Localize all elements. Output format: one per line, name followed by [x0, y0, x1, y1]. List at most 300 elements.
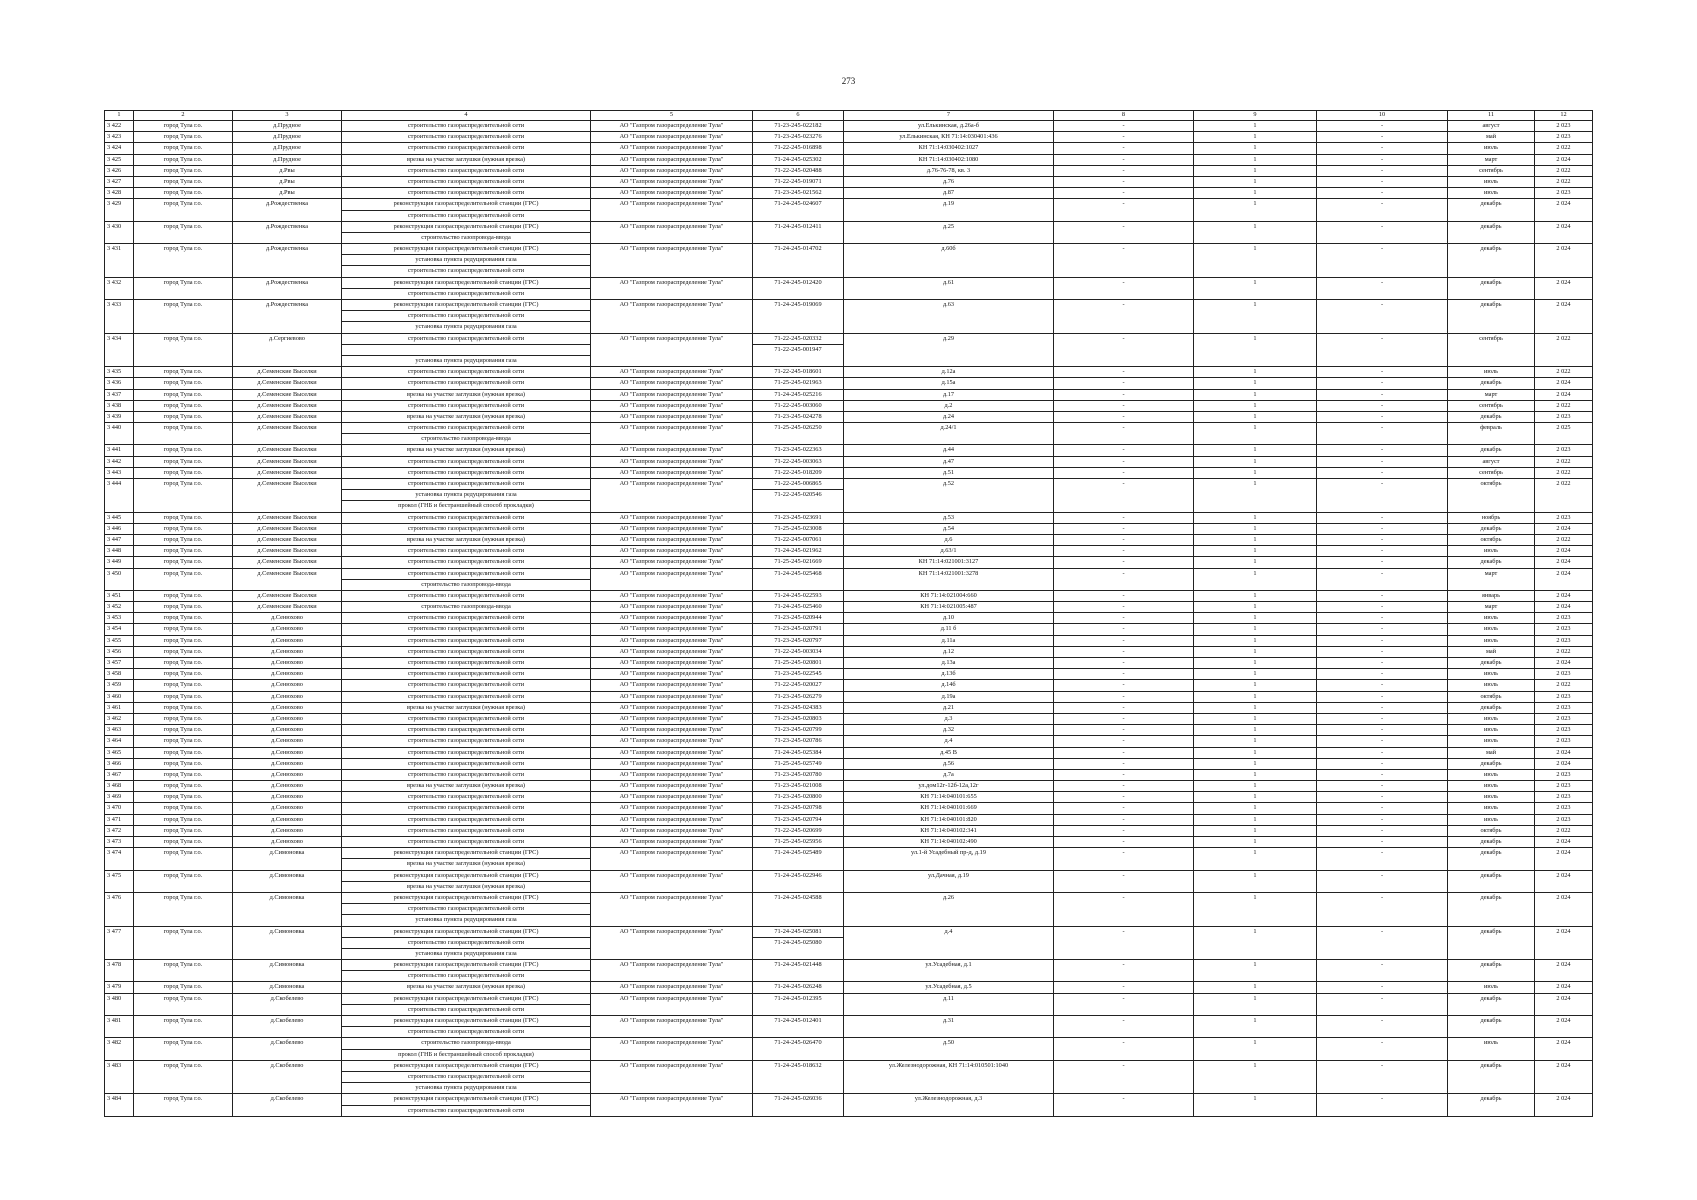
completion-year: [1535, 154, 1593, 165]
organization: [591, 132, 753, 143]
column-8-value-text: -: [1122, 782, 1125, 790]
table-row: [105, 132, 1593, 143]
object-address: [844, 512, 1054, 523]
completion-month-text: июль: [1484, 782, 1498, 790]
completion-month-text: сентябрь: [1479, 401, 1503, 409]
settlement: [233, 725, 342, 736]
organization-text: АО "Газпром газораспределение Тула": [619, 893, 724, 901]
record-number: [105, 467, 134, 478]
object-address: [844, 1094, 1054, 1116]
column-8-value-text: -: [1122, 737, 1125, 745]
settlement: [233, 244, 342, 278]
completion-month: [1448, 781, 1535, 792]
application-codes-line: 71-23-245-024383: [774, 703, 822, 711]
application-codes: [753, 411, 844, 422]
application-codes-line: 71-24-245-024588: [774, 893, 822, 901]
column-10-value: [1317, 132, 1448, 143]
completion-month-text: декабрь: [1480, 200, 1502, 208]
column-9-value-text: 1: [1253, 782, 1257, 790]
column-8-value: [1054, 154, 1194, 165]
column-8-value-text: -: [1122, 893, 1125, 901]
municipality-text: город Тула г.о.: [163, 815, 203, 823]
settlement: [233, 165, 342, 176]
municipality: [134, 646, 233, 657]
record-number-text: 3 447: [107, 535, 122, 543]
work-types: [342, 1038, 591, 1060]
application-codes: [753, 165, 844, 176]
application-codes-line: 71-23-245-020780: [774, 770, 822, 778]
work-types-line: реконструкция газораспределительной станции (ГРС): [342, 244, 590, 255]
table-row: [105, 333, 1593, 367]
completion-month: [1448, 121, 1535, 132]
completion-year-text: 2 023: [1556, 122, 1571, 129]
table-row: [105, 400, 1593, 411]
settlement-text: д.Семенские Выселки: [257, 379, 317, 387]
work-types-line: строительство газораспределительной сети: [342, 423, 590, 434]
organization-text: АО "Газпром газораспределение Тула": [619, 513, 724, 521]
completion-year: [1535, 188, 1593, 199]
completion-month-text: май: [1485, 748, 1497, 756]
column-number: 2: [134, 111, 233, 121]
settlement-text: д.Рождественка: [265, 200, 309, 208]
completion-month: [1448, 221, 1535, 243]
object-address-text: КН 71:14:040101:820: [920, 815, 977, 823]
table-row: [105, 479, 1593, 513]
column-9-value-text: 1: [1253, 815, 1257, 823]
application-codes-line: 71-24-245-012420: [774, 278, 822, 286]
application-codes: [753, 892, 844, 926]
application-codes: [753, 423, 844, 445]
column-number: 4: [342, 111, 591, 121]
organization-text: АО "Газпром газораспределение Тула": [619, 871, 724, 879]
completion-month: [1448, 456, 1535, 467]
completion-month-text: июль: [1484, 547, 1498, 555]
table-row: [105, 725, 1593, 736]
settlement-text: д.Семенские Выселки: [257, 547, 317, 555]
completion-year-text: 2 022: [1556, 826, 1571, 834]
settlement: [233, 803, 342, 814]
completion-month-text: декабрь: [1480, 558, 1502, 566]
record-number: [105, 165, 134, 176]
column-10-value-text: -: [1380, 770, 1384, 778]
column-8-value: [1054, 892, 1194, 926]
work-types-line: реконструкция газораспределительной станции (ГРС): [342, 994, 590, 1005]
column-8-value-text: -: [1122, 513, 1125, 521]
column-8-value-text: -: [1122, 390, 1125, 398]
work-types: [342, 669, 591, 680]
record-number-text: 3 441: [107, 446, 122, 454]
settlement: [233, 848, 342, 870]
column-8-value-text: -: [1122, 1017, 1125, 1024]
column-9-value: [1194, 1060, 1317, 1094]
column-9-value: [1194, 277, 1317, 299]
work-types: [342, 590, 591, 601]
column-number: 8: [1054, 111, 1194, 121]
work-types: [342, 333, 591, 367]
application-codes: [753, 300, 844, 334]
table-row: [105, 680, 1593, 691]
column-10-value-text: -: [1380, 782, 1384, 790]
object-address: [844, 680, 1054, 691]
completion-month-text: июль: [1484, 681, 1498, 689]
object-address-text: ул.Дачная, д.19: [928, 871, 969, 879]
settlement: [233, 982, 342, 993]
organization-text: АО "Газпром газораспределение Тула": [619, 994, 724, 1002]
object-address-text: КН 71:14:021001:3127: [918, 558, 979, 566]
object-address-text: д.14б: [941, 681, 956, 689]
municipality: [134, 445, 233, 456]
column-number: 7: [844, 111, 1054, 121]
completion-year: [1535, 848, 1593, 870]
work-types-line: строительство газораспределительной сети: [407, 368, 525, 376]
work-types-line: строительство газораспределительной сети: [407, 591, 525, 599]
completion-month: [1448, 635, 1535, 646]
column-9-value: [1194, 199, 1317, 221]
completion-month-text: июль: [1484, 726, 1498, 734]
column-10-value-text: -: [1380, 468, 1384, 476]
table-row: [105, 523, 1593, 534]
completion-month-text: октябрь: [1480, 826, 1502, 834]
column-10-value-text: -: [1380, 591, 1384, 599]
municipality: [134, 188, 233, 199]
work-types-line: реконструкция газораспределительной станции (ГРС): [342, 278, 590, 289]
record-number: [105, 781, 134, 792]
object-address-text: д.24/1: [940, 424, 957, 432]
column-8-value-text: -: [1122, 591, 1125, 599]
column-8-value: [1054, 960, 1194, 982]
completion-month: [1448, 702, 1535, 713]
settlement: [233, 221, 342, 243]
completion-year: [1535, 870, 1593, 892]
column-8-value-text: -: [1122, 166, 1125, 174]
record-number-text: 3 481: [107, 1017, 122, 1024]
application-codes-line: 71-23-245-023691: [774, 513, 822, 521]
completion-month-text: март: [1484, 603, 1498, 611]
municipality-text: город Тула г.о.: [163, 177, 203, 185]
object-address: [844, 523, 1054, 534]
column-10-value: [1317, 960, 1448, 982]
application-codes: [753, 691, 844, 702]
application-codes: [753, 467, 844, 478]
column-10-value-text: -: [1380, 177, 1384, 185]
organization: [591, 814, 753, 825]
organization-text: АО "Газпром газораспределение Тула": [619, 636, 724, 644]
work-types-line: строительство газораспределительной сети: [407, 211, 525, 219]
completion-year-text: 2 023: [1556, 804, 1571, 812]
application-codes: [753, 635, 844, 646]
organization: [591, 993, 753, 1015]
column-10-value: [1317, 378, 1448, 389]
settlement-text: д.Сергиевово: [269, 334, 305, 342]
organization: [591, 758, 753, 769]
application-codes: [753, 479, 844, 513]
work-types: [342, 624, 591, 635]
completion-year: [1535, 624, 1593, 635]
completion-month: [1448, 870, 1535, 892]
column-9-value: [1194, 803, 1317, 814]
record-number-text: 3 469: [107, 793, 122, 801]
organization-text: АО "Газпром газораспределение Тула": [619, 424, 724, 432]
column-9-value-text: 1: [1253, 334, 1257, 342]
table-row: [105, 165, 1593, 176]
work-types-line: строительство газораспределительной сети: [407, 636, 525, 644]
record-number: [105, 1094, 134, 1116]
municipality-text: город Тула г.о.: [163, 603, 203, 611]
settlement-text: д.Семенские Выселки: [257, 412, 317, 420]
column-9-value-text: 1: [1253, 927, 1257, 935]
column-10-value-text: -: [1380, 166, 1384, 174]
column-9-value: [1194, 635, 1317, 646]
column-10-value-text: -: [1380, 547, 1384, 555]
organization: [591, 736, 753, 747]
settlement-text: д.Семенские Выселки: [257, 591, 317, 599]
municipality: [134, 892, 233, 926]
record-number: [105, 367, 134, 378]
object-address-text: КН 71:14:021001:3278: [918, 569, 979, 577]
completion-month-text: июль: [1484, 670, 1498, 678]
completion-year-text: 2 024: [1556, 591, 1571, 599]
municipality-text: город Тула г.о.: [163, 804, 203, 812]
column-10-value-text: -: [1380, 200, 1384, 208]
column-8-value-text: -: [1122, 301, 1125, 308]
object-address: [844, 613, 1054, 624]
column-8-value-text: -: [1122, 457, 1125, 465]
completion-month-text: декабрь: [1480, 524, 1502, 532]
column-8-value-text: -: [1122, 569, 1125, 577]
completion-month: [1448, 277, 1535, 299]
column-8-value: [1054, 300, 1194, 334]
completion-year: [1535, 646, 1593, 657]
column-8-value-text: -: [1122, 547, 1125, 555]
column-9-value-text: 1: [1253, 245, 1257, 253]
municipality: [134, 747, 233, 758]
column-9-value: [1194, 825, 1317, 836]
column-8-value: [1054, 680, 1194, 691]
organization: [591, 400, 753, 411]
organization: [591, 825, 753, 836]
application-codes: [753, 669, 844, 680]
municipality-text: город Тула г.о.: [163, 122, 203, 129]
column-9-value: [1194, 546, 1317, 557]
work-types-line: врезка на участке заглушки (нужная врезка): [406, 782, 526, 790]
application-codes-line: 71-24-245-019069: [774, 301, 822, 308]
work-types-line: строительство газораспределительной сети: [407, 748, 525, 756]
object-address: [844, 389, 1054, 400]
column-10-value: [1317, 1016, 1448, 1038]
application-codes-line: 71-22-245-019071: [774, 177, 822, 185]
column-9-value: [1194, 769, 1317, 780]
table-row: [105, 814, 1593, 825]
column-8-value-text: -: [1122, 994, 1125, 1002]
application-codes-line: 71-22-245-007061: [774, 535, 822, 543]
organization-text: АО "Газпром газораспределение Тула": [619, 961, 724, 969]
table-row: [105, 534, 1593, 545]
organization: [591, 546, 753, 557]
object-address-text: д.76-76-78, кв. 3: [926, 166, 971, 174]
application-codes: [753, 803, 844, 814]
work-types: [342, 814, 591, 825]
work-types: [342, 803, 591, 814]
application-codes: [753, 389, 844, 400]
application-codes: [753, 960, 844, 982]
organization-text: АО "Газпром газораспределение Тула": [619, 558, 724, 566]
settlement: [233, 1016, 342, 1038]
settlement: [233, 479, 342, 513]
application-codes-line: 71-25-245-021669: [774, 558, 822, 566]
municipality: [134, 803, 233, 814]
work-types-line: строительство газораспределительной сети: [407, 379, 525, 387]
application-codes-line: 71-22-245-001947: [774, 345, 822, 353]
settlement-text: д.Сенюхово: [271, 714, 303, 722]
column-9-value-text: 1: [1253, 524, 1257, 532]
record-number: [105, 512, 134, 523]
organization: [591, 747, 753, 758]
table-row: [105, 769, 1593, 780]
record-number: [105, 546, 134, 557]
organization: [591, 456, 753, 467]
table-row: [105, 960, 1593, 982]
settlement-text: д.Семенские Выселки: [257, 368, 317, 376]
completion-month: [1448, 803, 1535, 814]
settlement-text: д.Сенюхово: [271, 647, 303, 655]
column-8-value-text: -: [1122, 189, 1125, 197]
organization: [591, 635, 753, 646]
settlement: [233, 769, 342, 780]
record-number-text: 3 482: [107, 1039, 122, 1047]
application-codes: [753, 814, 844, 825]
column-9-value: [1194, 590, 1317, 601]
record-number-text: 3 471: [107, 815, 122, 823]
application-codes-line: 71-24-245-024607: [774, 200, 822, 208]
municipality: [134, 781, 233, 792]
settlement: [233, 736, 342, 747]
application-codes-line: 71-23-245-022545: [774, 670, 822, 678]
object-address: [844, 803, 1054, 814]
column-10-value-text: -: [1380, 759, 1384, 767]
table-row: [105, 658, 1593, 669]
organization: [591, 378, 753, 389]
organization-text: АО "Газпром газораспределение Тула": [619, 625, 724, 633]
record-number-text: 3 424: [107, 144, 122, 152]
organization-text: АО "Газпром газораспределение Тула": [619, 714, 724, 722]
work-types: [342, 837, 591, 848]
column-10-value-text: -: [1380, 636, 1384, 644]
column-8-value-text: -: [1122, 524, 1125, 532]
completion-month: [1448, 534, 1535, 545]
completion-year: [1535, 792, 1593, 803]
column-9-value: [1194, 691, 1317, 702]
object-address-text: ул.1-й Усадебный пр-д, д.19: [911, 849, 986, 857]
object-address-text: ул.Елькинская, д.26а-б: [917, 122, 980, 129]
completion-year-text: 2 024: [1556, 1017, 1571, 1024]
column-9-value: [1194, 221, 1317, 243]
column-8-value: [1054, 467, 1194, 478]
municipality: [134, 635, 233, 646]
completion-month-text: октябрь: [1480, 535, 1502, 543]
object-address: [844, 769, 1054, 780]
completion-year-text: 2 024: [1556, 983, 1571, 991]
work-types-line: строительство газораспределительной сети: [407, 647, 525, 655]
completion-month-text: февраль: [1480, 424, 1502, 432]
municipality-text: город Тула г.о.: [163, 714, 203, 722]
table-row: [105, 557, 1593, 568]
organization: [591, 300, 753, 334]
work-types: [342, 1016, 591, 1038]
settlement: [233, 602, 342, 613]
completion-year: [1535, 713, 1593, 724]
object-address: [844, 456, 1054, 467]
application-codes-line: 71-25-245-026250: [774, 424, 822, 432]
organization: [591, 221, 753, 243]
column-10-value-text: -: [1380, 603, 1384, 611]
object-address: [844, 1016, 1054, 1038]
settlement-text: д.Сенюхово: [271, 815, 303, 823]
column-8-value-text: -: [1122, 961, 1125, 969]
municipality: [134, 557, 233, 568]
completion-year: [1535, 892, 1593, 926]
column-8-value-text: -: [1122, 793, 1125, 801]
work-types-line: строительство газораспределительной сети: [407, 972, 525, 980]
completion-year: [1535, 1060, 1593, 1094]
work-types-line: установка пункта редуцирования газа: [415, 949, 517, 957]
table-row: [105, 669, 1593, 680]
completion-year-text: 2 023: [1556, 770, 1571, 778]
organization: [591, 1016, 753, 1038]
object-address-text: ул.Железнодорожная, д.3: [914, 1095, 983, 1103]
municipality: [134, 221, 233, 243]
column-8-value-text: -: [1122, 368, 1125, 376]
settlement: [233, 814, 342, 825]
column-10-value-text: -: [1380, 122, 1384, 129]
municipality-text: город Тула г.о.: [163, 737, 203, 745]
object-address-text: КН 71:14:040102:490: [920, 838, 977, 845]
organization-text: АО "Газпром газораспределение Тула": [619, 692, 724, 700]
work-types-line: строительство газораспределительной сети: [342, 1072, 590, 1083]
work-types-line: реконструкция газораспределительной станции (ГРС): [342, 871, 590, 882]
column-number: 10: [1317, 111, 1448, 121]
organization: [591, 837, 753, 848]
municipality-text: город Тула г.о.: [163, 144, 203, 152]
completion-month: [1448, 1038, 1535, 1060]
municipality: [134, 456, 233, 467]
column-9-value-text: 1: [1253, 390, 1257, 398]
completion-year-text: 2 023: [1556, 670, 1571, 678]
application-codes-line: 71-23-245-026279: [774, 692, 822, 700]
column-9-value: [1194, 143, 1317, 154]
table-row: [105, 624, 1593, 635]
column-8-value: [1054, 613, 1194, 624]
completion-year: [1535, 456, 1593, 467]
settlement: [233, 825, 342, 836]
completion-year-text: 2 024: [1556, 1061, 1571, 1069]
column-10-value: [1317, 568, 1448, 590]
municipality-text: город Тула г.о.: [163, 446, 203, 454]
record-number-text: 3 454: [107, 625, 122, 633]
municipality: [134, 378, 233, 389]
column-8-value-text: -: [1122, 133, 1125, 141]
municipality: [134, 546, 233, 557]
organization: [591, 613, 753, 624]
completion-year: [1535, 691, 1593, 702]
column-9-value-text: 1: [1253, 591, 1257, 599]
organization: [591, 1060, 753, 1094]
column-8-value: [1054, 814, 1194, 825]
column-9-value: [1194, 165, 1317, 176]
table-row: [105, 300, 1593, 334]
column-10-value-text: -: [1380, 804, 1384, 812]
completion-month-text: июль: [1484, 770, 1498, 778]
column-10-value: [1317, 680, 1448, 691]
